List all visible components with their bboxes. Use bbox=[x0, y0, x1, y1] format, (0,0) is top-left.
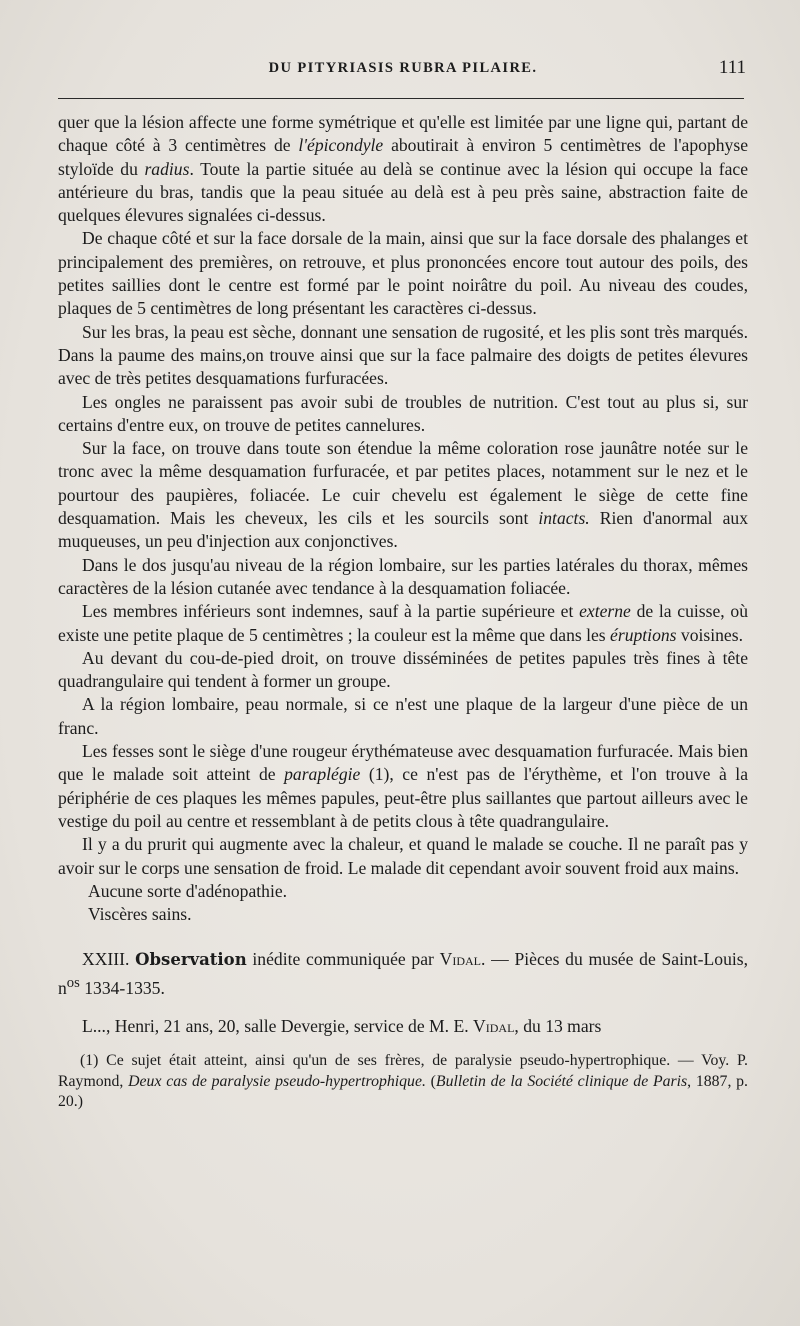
paragraph-p6 bbox=[58, 554, 748, 601]
text-run: Les ongles ne paraissent pas avoir subi de troubles de nutrition. C'est tout au plus si, sur certains d'entre eux, on trouve de petites cannelures. bbox=[58, 391, 748, 435]
text-run: Les fesses sont le siège d'une rougeur érythémateuse avec desquamation furfuracée. Mais bien que le malade soit atteint de bbox=[58, 741, 748, 785]
page-header bbox=[58, 57, 748, 86]
text-run: Il y a du prurit qui augmente avec la chaleur, et quand le malade se couche. Il ne paraît pas y avoir sur le corps une sensation de froid. Le malade dit cependant avoir souvent froid aux mains. bbox=[58, 834, 748, 878]
text-run: Rien d'anormal aux muqueuses, un peu d'injection aux conjonctives. bbox=[58, 508, 748, 552]
italic-text: Bulletin de la Société clinique de Paris bbox=[435, 1072, 688, 1090]
paragraph-p3 bbox=[58, 321, 748, 391]
paragraph-p2 bbox=[58, 227, 748, 320]
text-run: Dans le dos jusqu'au niveau de la région lombaire, sur les parties latérales du thorax, mêmes caractères de la lésion cutanée avec tendance à la desquamation foliacée. bbox=[58, 554, 748, 598]
italic-text: externe bbox=[579, 601, 631, 622]
paragraph-p5 bbox=[58, 437, 748, 553]
text-run: (1), ce n'est pas de l'érythème, et l'on trouve à la périphérie de ces plaques les mêmes papules, peut-être plus saillantes que partout ailleurs avec le vestige du poil au centre et ressemblant à de petits clous à tête quadrangulaire. bbox=[58, 764, 748, 831]
observation-heading bbox=[58, 948, 748, 999]
case-line-author: Vidal, bbox=[473, 1015, 519, 1036]
paragraph-p9 bbox=[58, 693, 748, 740]
text-run: ( bbox=[425, 1072, 436, 1090]
paragraph-p7 bbox=[58, 600, 748, 647]
paragraph-list bbox=[58, 111, 748, 926]
observation-intro: inédite communiquée par bbox=[246, 949, 440, 970]
italic-text: l'épicondyle bbox=[298, 135, 384, 156]
paragraph-p1 bbox=[58, 111, 748, 227]
observation-author: Vidal. bbox=[439, 949, 486, 970]
text-run: A la région lombaire, peau normale, si ce n'est une plaque de la largeur d'une pièce de un franc. bbox=[58, 694, 748, 738]
case-line-end: du 13 mars bbox=[518, 1015, 602, 1036]
text-run: . Toute la partie située au delà se continue avec la lésion qui occupe la face antérieure du bras, tandis que la peau située au delà est à peu près saine, abstraction faite de quelques élevures signalées ci-dessus. bbox=[58, 158, 748, 226]
footnote bbox=[58, 1051, 748, 1113]
paragraph-p8 bbox=[58, 647, 748, 694]
text-run: De chaque côté et sur la face dorsale de la main, ainsi que sur la face dorsale des phalanges et principalement des premières, on retrouve, et plus prononcées encore tout autour des poils, des petites saillies dont le centre est formé par le point noirâtre du poil. Au niveau des coudes, plaques de 5 centimètres de long présentant les caractères ci-dessus. bbox=[58, 228, 748, 319]
text-run: aboutirait à environ 5 centimètres de l'apophyse styloïde du bbox=[58, 135, 749, 179]
italic-text: radius bbox=[144, 158, 190, 179]
observation-superscript: os bbox=[66, 974, 80, 991]
text-run: de la cuisse, où existe une petite plaque de 5 centimètres ; la couleur est la même que dans les bbox=[58, 601, 748, 645]
observation-source: — Pièces du musée de Saint-Louis, n bbox=[58, 949, 748, 998]
paragraph-p13 bbox=[58, 903, 748, 926]
italic-text: Deux cas de paralysie pseudo-hypertrophique. bbox=[128, 1072, 426, 1090]
observation-number: XXIII. bbox=[82, 949, 130, 970]
footnote-text bbox=[58, 1051, 748, 1113]
text-run: , 1887, p. 20.) bbox=[58, 1072, 748, 1111]
text-run: quer que la lésion affecte une forme symétrique et qu'elle est limitée par une ligne qui, partant de chaque côté à 3 centimètres de bbox=[58, 112, 748, 156]
case-line-start: L..., Henri, 21 ans, 20, salle Devergie, service de M. E. bbox=[82, 1015, 474, 1036]
paragraph-p10 bbox=[58, 740, 748, 833]
running-title: DU PITYRIASIS RUBRA PILAIRE. bbox=[268, 60, 538, 76]
observation-title: Observation bbox=[135, 950, 247, 970]
page-number: 111 bbox=[718, 57, 746, 78]
observation-numbers: 1334-1335. bbox=[79, 977, 165, 998]
text-run: (1) Ce sujet était atteint, ainsi qu'un de ses frères, de paralysie pseudo-hypertrophique. — Voy. P. Raymond, bbox=[58, 1052, 748, 1090]
text-run: Viscères sains. bbox=[88, 904, 192, 925]
text-run: Sur la face, on trouve dans toute son étendue la même coloration rose jaunâtre notée sur le tronc avec la même desquamation furfuracée, et par petites places, notamment sur le nez et le pourtour des paupières, foliacée. Le cuir chevelu est également le siège de cette fine desquamation. Mais les cheveux, les cils et les sourcils sont bbox=[58, 438, 748, 529]
text-run: Les membres inférieurs sont indemnes, sauf à la partie supérieure et bbox=[82, 601, 580, 622]
header-rule bbox=[58, 98, 744, 99]
text-run: voisines. bbox=[676, 624, 743, 645]
paragraph-p4 bbox=[58, 391, 748, 438]
text-run: Aucune sorte d'adénopathie. bbox=[88, 880, 288, 901]
italic-text: paraplégie bbox=[284, 764, 361, 785]
text-run: Sur les bras, la peau est sèche, donnant une sensation de rugosité, et les plis sont très marqués. Dans la paume des mains,on trouve ainsi que sur la face palmaire des doigts de petites élevures avec de très petites desquamations furfuracées. bbox=[58, 321, 748, 389]
paragraph-p12 bbox=[58, 880, 748, 903]
body-text bbox=[58, 111, 748, 1038]
italic-text: intacts. bbox=[538, 508, 590, 529]
text-run: Au devant du cou-de-pied droit, on trouve disséminées de petites papules très fines à tête quadrangulaire qui tendent à former un groupe. bbox=[58, 647, 748, 692]
italic-text: éruptions bbox=[610, 624, 677, 645]
case-line bbox=[58, 1015, 748, 1038]
paragraph-p11 bbox=[58, 833, 748, 880]
